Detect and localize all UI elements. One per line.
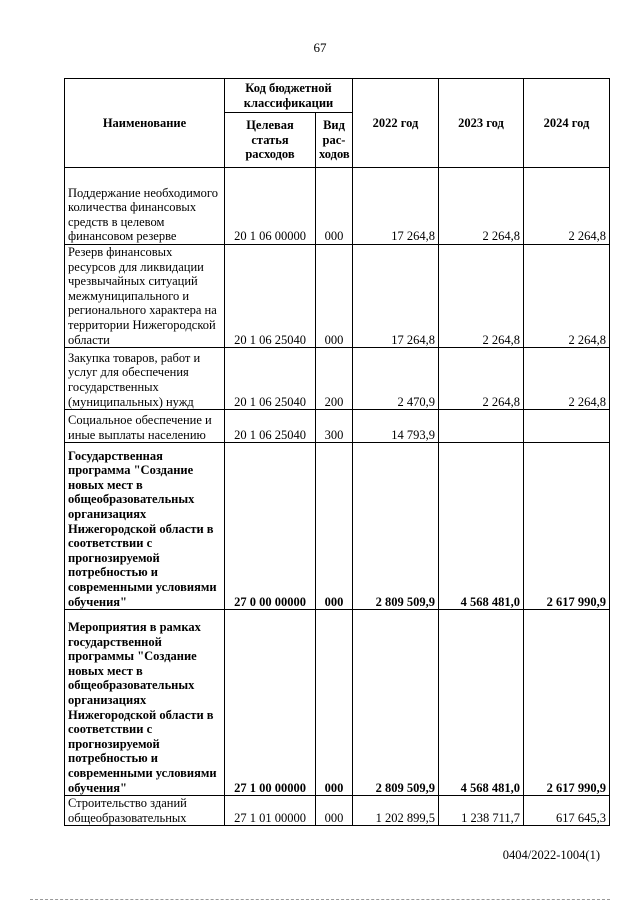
cell-y2023: 2 264,8	[439, 168, 524, 245]
table-row	[65, 168, 610, 245]
cell-code: 20 1 06 25040	[225, 410, 316, 443]
cell-vid: 000	[316, 168, 353, 245]
cell-y2022: 14 793,9	[353, 410, 439, 443]
table-row	[65, 610, 610, 796]
cell-code: 20 1 06 25040	[225, 245, 316, 348]
cell-y2022: 1 202 899,5	[353, 796, 439, 826]
cell-name: Государственная программа "Создание новых мест в общеобразовательных организациях Нижегородской области в соответствии с прогнозируемой потребностью и современными условиями обучения"	[65, 443, 225, 610]
cell-code: 27 1 00 00000	[225, 610, 316, 796]
cell-y2023: 1 238 711,7	[439, 796, 524, 826]
cell-y2024: 2 617 990,9	[524, 443, 610, 610]
cell-y2024: 2 264,8	[524, 348, 610, 410]
header-vid: Вид рас-ходов	[316, 113, 353, 168]
cell-y2022: 17 264,8	[353, 168, 439, 245]
table-row	[65, 245, 610, 348]
header-2023: 2023 год	[439, 79, 524, 168]
cell-name: Поддержание необходимого количества финансовых средств в целевом финансовом резерве	[65, 168, 225, 245]
cell-y2023: 2 264,8	[439, 348, 524, 410]
cell-y2023: 2 264,8	[439, 245, 524, 348]
cell-y2024: 2 617 990,9	[524, 610, 610, 796]
cell-y2023	[439, 410, 524, 443]
cell-y2024: 2 264,8	[524, 168, 610, 245]
header-2022: 2022 год	[353, 79, 439, 168]
table-row	[65, 410, 610, 443]
table-row	[65, 443, 610, 610]
cell-name: Мероприятия в рамках государственной программы "Создание новых мест в общеобразовательных организациях Нижегородской области в соответствии с прогнозируемой потребностью и современными условиями обучения"	[65, 610, 225, 796]
cell-vid: 200	[316, 348, 353, 410]
cell-vid: 000	[316, 796, 353, 826]
header-name: Наименование	[65, 79, 225, 168]
cell-y2022: 2 470,9	[353, 348, 439, 410]
header-target: Целевая статья расходов	[225, 113, 316, 168]
cell-vid: 000	[316, 610, 353, 796]
cell-vid: 000	[316, 245, 353, 348]
document-id: 0404/2022-1004(1)	[502, 848, 600, 862]
cell-code: 27 1 01 00000	[225, 796, 316, 826]
cell-y2022: 2 809 509,9	[353, 610, 439, 796]
cell-name: Социальное обеспечение и иные выплаты населению	[65, 410, 225, 443]
header-kbk: Код бюджетной классификации	[225, 79, 353, 113]
cell-name: Закупка товаров, работ и услуг для обеспечения государственных (муниципальных) нужд	[65, 348, 225, 410]
cell-name: Резерв финансовых ресурсов для ликвидации чрезвычайных ситуаций межмуниципального и регионального характера на территории Нижегородской области	[65, 245, 225, 348]
scan-edge-line	[30, 899, 610, 900]
cell-y2023: 4 568 481,0	[439, 610, 524, 796]
cell-vid: 300	[316, 410, 353, 443]
cell-code: 20 1 06 25040	[225, 348, 316, 410]
cell-y2024: 617 645,3	[524, 796, 610, 826]
cell-y2022: 2 809 509,9	[353, 443, 439, 610]
page-number: 67	[313, 40, 327, 55]
cell-y2022: 17 264,8	[353, 245, 439, 348]
cell-y2024: 2 264,8	[524, 245, 610, 348]
cell-name: Строительство зданий общеобразовательных	[65, 796, 225, 826]
budget-table	[64, 78, 610, 826]
table-row	[65, 348, 610, 410]
table-row	[65, 796, 610, 826]
cell-y2023: 4 568 481,0	[439, 443, 524, 610]
header-2024: 2024 год	[524, 79, 610, 168]
cell-code: 27 0 00 00000	[225, 443, 316, 610]
cell-code: 20 1 06 00000	[225, 168, 316, 245]
cell-vid: 000	[316, 443, 353, 610]
cell-y2024	[524, 410, 610, 443]
